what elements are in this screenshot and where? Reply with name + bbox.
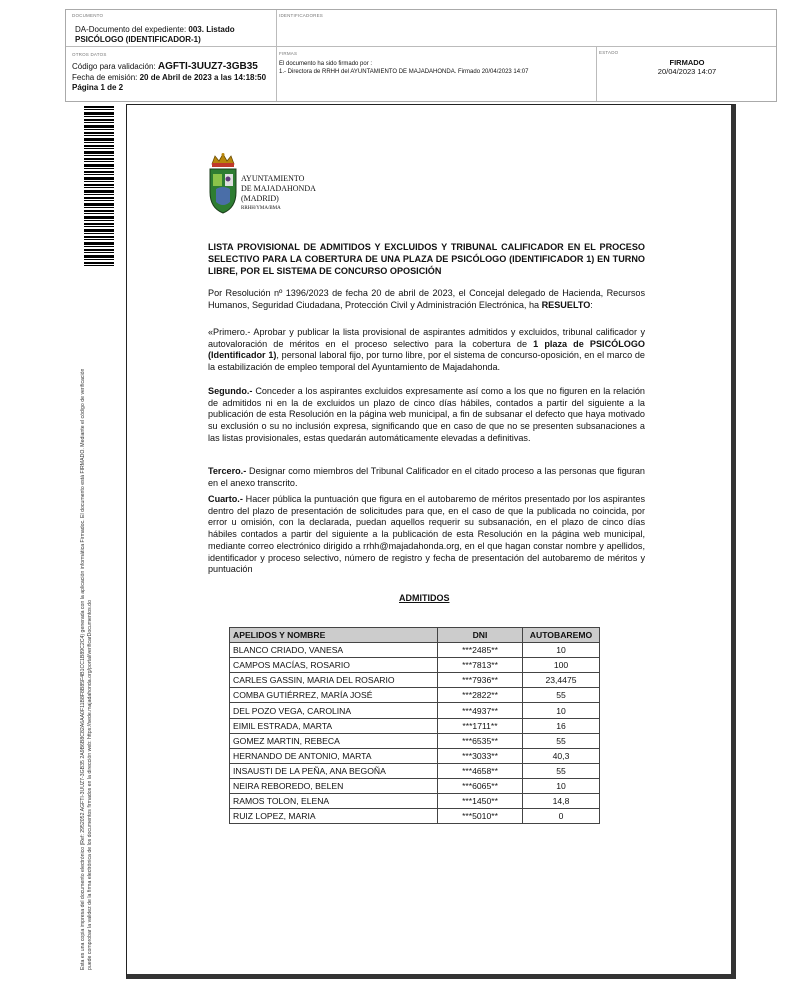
tercero-paragraph	[208, 466, 645, 489]
column-header-dni: DNI	[438, 628, 523, 643]
org-line3: (MADRID)	[241, 194, 279, 203]
applicant-name-cell: EIMIL ESTRADA, MARTA	[230, 718, 438, 733]
emission-date: 20 de Abril de 2023 a las 14:18:50	[139, 73, 267, 83]
table-row	[230, 673, 600, 688]
cuarto-paragraph	[208, 494, 645, 576]
cuarto-label: Cuarto.-	[208, 494, 243, 504]
applicant-name-cell: GOMEZ MARTIN, REBECA	[230, 733, 438, 748]
divider	[276, 10, 277, 101]
autobaremo-cell: 14,8	[523, 794, 600, 809]
table-row	[230, 794, 600, 809]
dni-cell: ***4658**	[438, 763, 523, 778]
estado-cell	[599, 50, 775, 76]
dni-cell: ***4937**	[438, 703, 523, 718]
intro-resuelto: RESUELTO	[541, 299, 591, 310]
estado-value: FIRMADO	[669, 57, 705, 67]
org-reference: RRHH/YMA/BMA	[241, 206, 281, 211]
applicant-name-cell: RAMOS TOLON, ELENA	[230, 794, 438, 809]
dni-cell: ***7936**	[438, 673, 523, 688]
primero-text: «Primero.- Aprobar y publicar la lista provisional de aspirantes admitidos y excluidos, tribunal calificador y autovaloración de méritos en el proceso selectivo para la cobertura de	[208, 327, 645, 349]
autobaremo-cell: 16	[523, 718, 600, 733]
estado-label: ESTADO	[599, 50, 619, 55]
autobaremo-cell: 10	[523, 643, 600, 658]
table-row	[230, 643, 600, 658]
table-row	[230, 718, 600, 733]
table-row	[230, 658, 600, 673]
autobaremo-cell: 40,3	[523, 748, 600, 763]
primero-paragraph	[208, 327, 645, 374]
intro-end: :	[590, 299, 593, 310]
fecha-prefix: Fecha de emisión:	[72, 73, 140, 83]
sidetext-line2: puede comprobar la validez de la firma electrónica de los documentos firmados en la dirección web: https://sede.majadahonda.org/portal/verificarDocumentos.do	[86, 600, 93, 970]
documento-label: DOCUMENTO	[72, 13, 104, 18]
applicant-name-cell: BLANCO CRIADO, VANESA	[230, 643, 438, 658]
autobaremo-cell: 55	[523, 733, 600, 748]
admitidos-title: ADMITIDOS	[399, 593, 450, 603]
column-header-name: APELIDOS Y NOMBRE	[230, 628, 438, 643]
segundo-text: Conceder a los aspirantes excluidos expresamente así como a los que no figuren en la relación de admitidos ni en la de excluidos un plazo de cinco días hábiles, contados a partir del siguiente a la publicación de esta Resolución en la página web municipal, a fin de subsanar el defecto que haya motivado su exclusión o su no inclusión expresa, significando que en caso de que no se presenten subsanaciones a las listas provisionales, estas quedarán automáticamente elevadas a definitivas.	[208, 386, 645, 443]
table-row	[230, 733, 600, 748]
applicant-name-cell: INSAUSTI DE LA PEÑA, ANA BEGOÑA	[230, 763, 438, 778]
identificadores-label: IDENTIFICADORES	[279, 13, 324, 18]
estado-date: 20/04/2023 14:07	[657, 67, 717, 76]
divider	[596, 46, 597, 101]
organization-name	[241, 174, 316, 214]
autobaremo-cell: 23,4475	[523, 673, 600, 688]
intro-paragraph	[208, 288, 645, 311]
sidetext-line1: Esta es una copia impresa del documento electrónico (Ref: 2952052 AGFTI-3UUZ7-3GB35 2A9B6B8C82A6AA0F11B8F8B85F4B1CC1B89C2C4) generada con la aplicación informática Firmadoc. El documento está FIRMADO. Mediante el código de verificación	[80, 368, 86, 970]
dni-cell: ***3033**	[438, 748, 523, 763]
dni-cell: ***5010**	[438, 809, 523, 824]
segundo-label: Segundo.-	[208, 386, 253, 396]
verification-sidetext	[80, 270, 94, 970]
cuarto-text: Hacer pública la puntuación que figura en el autobaremo de méritos presentado por los aspirantes dentro del plazo de presentación de solicitudes para que, en el caso de que la publicada no coincida, por error u omisión, con la declarada, puedan aquellos requerir su subsanación, en el plazo de cinco días hábiles contados a partir del siguiente a la publicación de esta Resolución en la página web municipal, mediante correo electrónico dirigido a rrhh@majadahonda.org, en el que hagan constar nombre y apellidos, identificador y proceso selectivo, número de registro y fecha de presentación del autobaremo de méritos y puntuación	[208, 494, 645, 575]
table-row	[230, 809, 600, 824]
page-number: Página 1 de 2	[72, 83, 124, 93]
dni-cell: ***1450**	[438, 794, 523, 809]
intro-text: Por Resolución nº 1396/2023 de fecha 20 de abril de 2023, el Concejal delegado de Hacienda, Recursos Humanos, Seguridad Ciudadana, Protección Civil y Administración Electrónica, ha	[208, 288, 645, 310]
applicant-name-cell: COMBA GUTIÉRREZ, MARÍA JOSÉ	[230, 688, 438, 703]
documento-name: 003. Listado PSICÓLOGO (IDENTIFICADOR-1)	[75, 24, 235, 44]
codigo-prefix: Código para validación:	[72, 61, 158, 71]
identificadores-cell	[279, 13, 323, 25]
org-line1: AYUNTAMIENTO	[241, 174, 305, 183]
autobaremo-cell: 55	[523, 688, 600, 703]
coat-of-arms-icon	[208, 152, 238, 214]
documento-text: DA-Documento del expediente:	[75, 24, 189, 34]
dni-cell: ***7813**	[438, 658, 523, 673]
firmas-text: El documento ha sido firmado por :	[279, 61, 373, 67]
org-line2: DE MAJADAHONDA	[241, 184, 316, 193]
applicant-name-cell: DEL POZO VEGA, CAROLINA	[230, 703, 438, 718]
table-row	[230, 703, 600, 718]
autobaremo-cell: 55	[523, 763, 600, 778]
table-row	[230, 748, 600, 763]
signature-header	[65, 9, 777, 102]
firmas-signer: 1.- Directora de RRHH del AYUNTAMIENTO DE MAJADAHONDA. Firmado 20/04/2023 14:07	[279, 69, 529, 75]
applicant-name-cell: RUIZ LOPEZ, MARIA	[230, 809, 438, 824]
validation-code: AGFTI-3UUZ7-3GB35	[157, 60, 258, 72]
dni-cell: ***1711**	[438, 718, 523, 733]
tercero-text: Designar como miembros del Tribunal Calificador en el citado proceso a las personas que figuran en el anexo transcrito.	[208, 466, 645, 488]
document-title: LISTA PROVISIONAL DE ADMITIDOS Y EXCLUIDOS Y TRIBUNAL CALIFICADOR EN EL PROCESO SELECTIVO PARA LA COBERTURA DE UNA PLAZA DE PSICÓLOGO (IDENTIFICADOR 1) EN TURNO LIBRE, POR EL SISTEMA DE CONCURSO OPOSICIÓN	[208, 242, 645, 276]
autobaremo-cell: 10	[523, 778, 600, 793]
primero-text-end: , personal laboral fijo, por turno libre, por el sistema de concurso-oposición, en el marco de la estabilización de empleo temporal del Ayuntamiento de Majadahonda.	[208, 350, 645, 373]
column-header-autobaremo: AUTOBAREMO	[523, 628, 600, 643]
dni-cell: ***6065**	[438, 778, 523, 793]
applicant-name-cell: NEIRA REBOREDO, BELEN	[230, 778, 438, 793]
applicant-name-cell: CARLES GASSIN, MARIA DEL ROSARIO	[230, 673, 438, 688]
admitidos-table	[229, 627, 600, 824]
applicant-name-cell: HERNANDO DE ANTONIO, MARTA	[230, 748, 438, 763]
dni-cell: ***6535**	[438, 733, 523, 748]
otros-datos-cell	[72, 52, 272, 93]
firmas-label: FIRMAS	[279, 51, 298, 56]
segundo-paragraph	[208, 386, 645, 445]
divider	[66, 46, 776, 47]
dni-cell: ***2485**	[438, 643, 523, 658]
applicant-name-cell: CAMPOS MACÍAS, ROSARIO	[230, 658, 438, 673]
table-row	[230, 688, 600, 703]
table-row	[230, 778, 600, 793]
dni-cell: ***2822**	[438, 688, 523, 703]
autobaremo-cell: 100	[523, 658, 600, 673]
table-row	[230, 763, 600, 778]
autobaremo-cell: 0	[523, 809, 600, 824]
table-header-row	[230, 628, 600, 643]
autobaremo-cell: 10	[523, 703, 600, 718]
primero-plaza: 1 plaza de PSICÓLOGO (Identificador 1)	[208, 338, 645, 361]
otros-datos-label: OTROS DATOS	[72, 52, 107, 57]
tercero-label: Tercero.-	[208, 466, 247, 476]
firmas-cell	[279, 50, 593, 76]
documento-cell	[72, 13, 272, 45]
barcode	[84, 106, 114, 268]
